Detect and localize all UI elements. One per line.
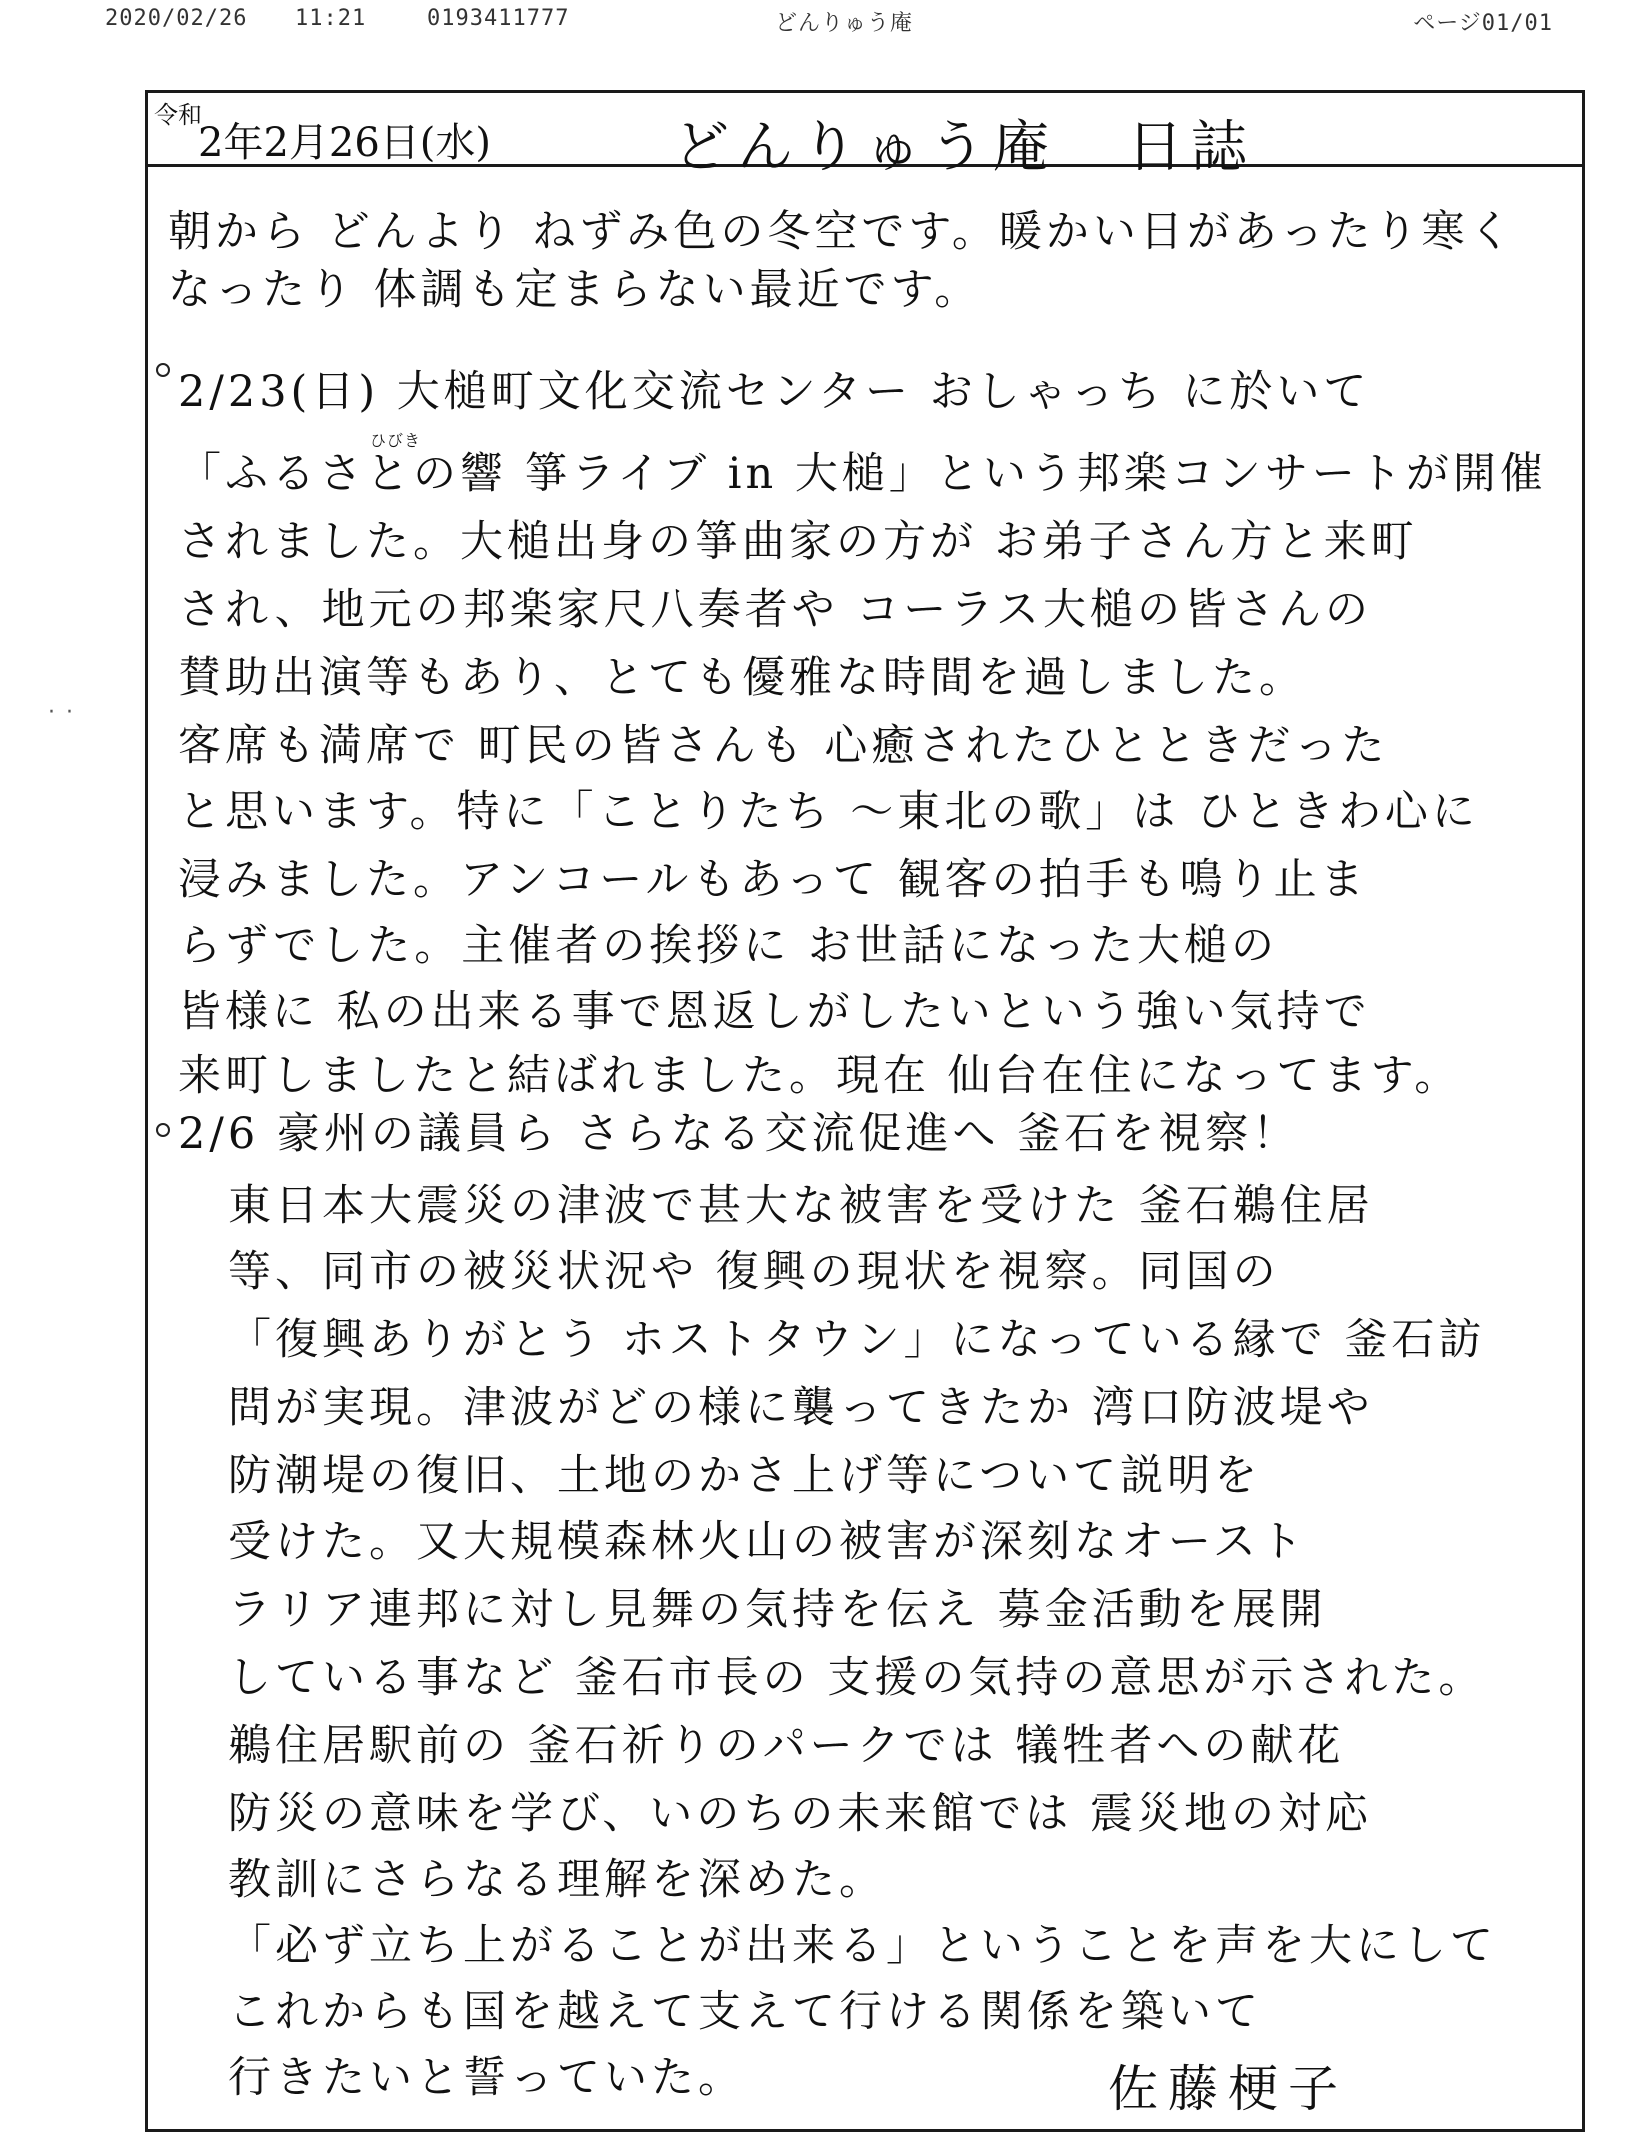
diary-line: 等、同市の被災状況や 復興の現状を視察。同国の bbox=[228, 1247, 1280, 1297]
ruby-hibiki: ひびき bbox=[370, 431, 422, 450]
diary-line: らずでした。主催者の挨拶に お世話になった大槌の bbox=[178, 921, 1278, 971]
diary-line: ラリア連邦に対し見舞の気持を伝え 募金活動を展開 bbox=[228, 1585, 1327, 1635]
diary-line: 賛助出演等もあり、とても優雅な時間を過しました。 bbox=[178, 653, 1306, 703]
diary-title bbox=[673, 103, 1255, 183]
diary-line: 東日本大震災の津波で甚大な被害を受けた 釜石鵜住居 bbox=[228, 1181, 1374, 1231]
diary-line: している事など 釜石市長の 支援の気持の意思が示された。 bbox=[228, 1653, 1486, 1703]
bullet-mark bbox=[156, 363, 170, 377]
author-signature: 佐藤梗子 bbox=[1108, 2060, 1348, 2118]
diary-line: なったり 体調も定まらない最近です。 bbox=[168, 265, 982, 315]
diary-line: 皆様に 私の出来る事で恩返しがしたいという強い気持で bbox=[178, 987, 1371, 1037]
fax-page: ページ01/01 bbox=[1413, 11, 1553, 36]
scan-marks: · · bbox=[48, 700, 75, 725]
title-row bbox=[148, 93, 1582, 180]
diary-line: 問が実現。津波がどの様に襲ってきたか 湾口防波堤や bbox=[228, 1383, 1374, 1433]
diary-line: 教訓にさらなる理解を深めた。 bbox=[228, 1855, 886, 1905]
diary-line: と思います。特に「ことりたち ～東北の歌」は ひときわ心に bbox=[178, 787, 1479, 837]
diary-line: 浸みました。アンコールもあって 観客の拍手も鳴り止ま bbox=[178, 855, 1368, 905]
diary-line: 「ふるさとの響 箏ライブ in 大槌」という邦楽コンサートが開催 bbox=[178, 449, 1547, 499]
fax-header bbox=[105, 6, 1553, 40]
era-label: 令和 bbox=[154, 101, 202, 129]
diary-title-diary: 日誌 bbox=[1127, 115, 1255, 180]
diary-line: され、地元の邦楽家尺八奏者や コーラス大槌の皆さんの bbox=[178, 585, 1372, 635]
fax-sender: どんりゅう庵 bbox=[775, 11, 914, 36]
diary-line: 朝から どんより ねずみ色の冬空です。暖かい日があったり寒く bbox=[168, 207, 1516, 257]
diary-line: 「復興ありがとう ホストタウン」になっている縁で 釜石訪 bbox=[228, 1315, 1486, 1365]
diary-line: 客席も満席で 町民の皆さんも 心癒されたひとときだった bbox=[178, 721, 1389, 771]
diary-line: 「必ず立ち上がることが出来る」ということを声を大にして bbox=[228, 1921, 1497, 1971]
fax-time: 11:21 bbox=[295, 6, 367, 31]
diary-line: 防潮堤の復旧、土地のかさ上げ等について説明を bbox=[228, 1451, 1262, 1501]
diary-line: 鵜住居駅前の 釜石祈りのパークでは 犠牲者への献花 bbox=[228, 1721, 1345, 1771]
fax-number: 0193411777 bbox=[427, 6, 570, 31]
diary-line: 2/23(日) 大槌町文化交流センター おしゃっち に於いて bbox=[178, 367, 1371, 417]
diary-line: 2/6 豪州の議員ら さらなる交流促進へ 釜石を視察！ bbox=[178, 1109, 1300, 1159]
diary-line: 行きたいと誓っていた。 bbox=[228, 2053, 745, 2103]
diary-line: 来町しましたと結ばれました。現在 仙台在住になってます。 bbox=[178, 1051, 1462, 1101]
diary-line: 防災の意味を学び、いのちの未来館では 震災地の対応 bbox=[228, 1789, 1372, 1839]
diary-line: されました。大槌出身の箏曲家の方が お弟子さん方と来町 bbox=[178, 517, 1418, 567]
bullet-mark bbox=[156, 1123, 170, 1137]
diary-line: 受けた。又大規模森林火山の被害が深刻なオースト bbox=[228, 1517, 1307, 1567]
diary-sheet bbox=[145, 90, 1585, 2132]
diary-date: 2年2月26日(水) bbox=[198, 120, 492, 166]
fax-date: 2020/02/26 bbox=[105, 6, 248, 31]
diary-title-name: どんりゅう庵 bbox=[673, 115, 1057, 180]
diary-line: これからも国を越えて支えて行ける関係を築いて bbox=[228, 1987, 1262, 2037]
